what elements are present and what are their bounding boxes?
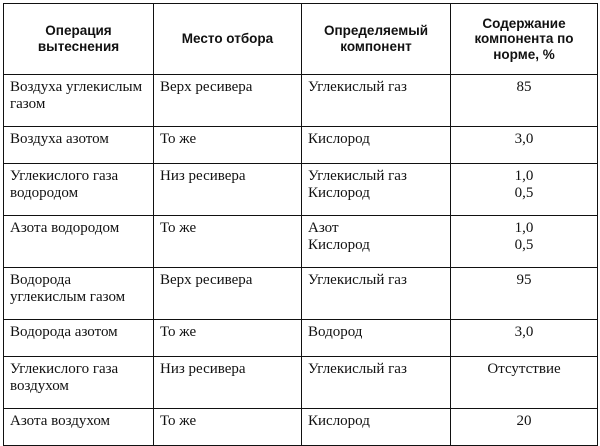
cell-component <box>302 357 451 409</box>
cell-content <box>451 357 598 409</box>
component-name: Кислород <box>308 131 370 147</box>
component-name: Углекислый газ <box>308 79 407 95</box>
table-row <box>4 320 598 357</box>
cell-component <box>302 164 451 216</box>
cell-location: То же <box>154 127 302 164</box>
cell-component <box>302 127 451 164</box>
cell-operation: Азота водородом <box>4 216 154 268</box>
cell-operation: Воздуха азотом <box>4 127 154 164</box>
cell-operation: Углекислого газа водородом <box>4 164 154 216</box>
cell-location: Верх ресивера <box>154 75 302 127</box>
cell-location: Верх ресивера <box>154 268 302 320</box>
content-value: 85 <box>516 79 532 95</box>
cell-location: То же <box>154 216 302 268</box>
component-name: Кислород <box>308 237 370 253</box>
content-value: 1,0 <box>514 168 534 184</box>
cell-component <box>302 216 451 268</box>
cell-component <box>302 268 451 320</box>
cell-location: То же <box>154 320 302 357</box>
content-value: Отсутствие <box>487 361 561 377</box>
content-value: 3,0 <box>514 324 534 340</box>
table-body <box>4 75 598 446</box>
content-value: 0,5 <box>514 237 534 253</box>
component-name: Углекислый газ <box>308 168 407 184</box>
header-location: Место отбора <box>154 4 302 75</box>
table-row <box>4 127 598 164</box>
gas-purge-norms-table <box>3 3 598 446</box>
component-name: Углекислый газ <box>308 272 407 288</box>
cell-operation: Азота воздухом <box>4 409 154 446</box>
table-row <box>4 75 598 127</box>
cell-component <box>302 75 451 127</box>
header-operation: Операция вытеснения <box>4 4 154 75</box>
content-value: 20 <box>516 413 532 429</box>
table-header <box>4 4 598 75</box>
header-row <box>4 4 598 75</box>
cell-location: Низ ресивера <box>154 357 302 409</box>
table-row <box>4 216 598 268</box>
cell-content <box>451 320 598 357</box>
cell-content <box>451 216 598 268</box>
cell-location: Низ ресивера <box>154 164 302 216</box>
table-row <box>4 164 598 216</box>
cell-content <box>451 164 598 216</box>
content-value: 3,0 <box>514 131 534 147</box>
component-name: Азот <box>308 220 339 236</box>
header-content: Содержание компонента по норме, % <box>451 4 598 75</box>
table-row <box>4 357 598 409</box>
component-name: Кислород <box>308 413 370 429</box>
component-name: Кислород <box>308 185 370 201</box>
component-name: Углекислый газ <box>308 361 407 377</box>
content-value: 0,5 <box>514 185 534 201</box>
cell-content <box>451 268 598 320</box>
cell-content <box>451 75 598 127</box>
content-value: 1,0 <box>514 220 534 236</box>
cell-content <box>451 409 598 446</box>
component-name: Водород <box>308 324 363 340</box>
cell-operation: Воздуха углекислым газом <box>4 75 154 127</box>
cell-operation: Водорода азотом <box>4 320 154 357</box>
cell-component <box>302 409 451 446</box>
cell-operation: Углекислого газа воздухом <box>4 357 154 409</box>
cell-operation: Водорода углекислым газом <box>4 268 154 320</box>
cell-location: То же <box>154 409 302 446</box>
content-value: 95 <box>516 272 532 288</box>
header-component: Определяемый компонент <box>302 4 451 75</box>
cell-component <box>302 320 451 357</box>
table-row <box>4 409 598 446</box>
cell-content <box>451 127 598 164</box>
table-row <box>4 268 598 320</box>
